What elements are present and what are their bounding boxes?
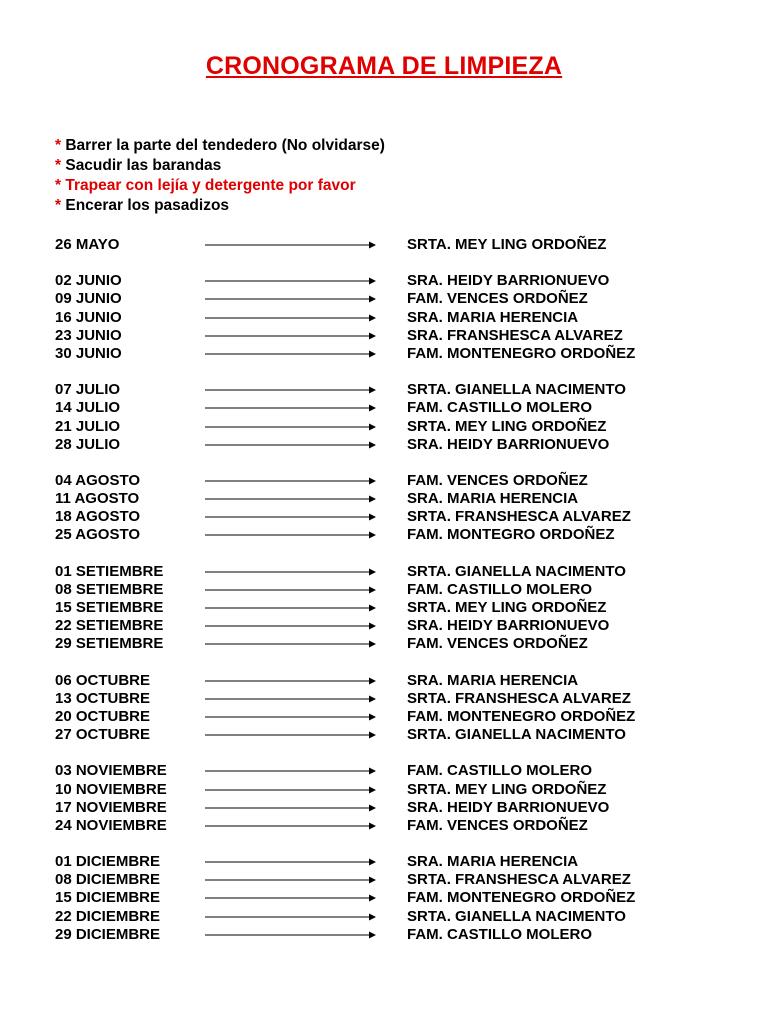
- asterisk-bullet: *: [55, 157, 62, 174]
- right-arrow-icon: [205, 345, 377, 363]
- schedule-row: [55, 563, 695, 581]
- schedule-date: 15 DICIEMBRE: [55, 889, 161, 907]
- schedule-date: 24 NOVIEMBRE: [55, 816, 167, 834]
- schedule-row: [55, 490, 695, 508]
- assignee-name: FAM. MONTENEGRO ORDOÑEZ: [407, 889, 636, 907]
- schedule-date: 04 AGOSTO: [55, 471, 141, 489]
- right-arrow-icon: [205, 708, 377, 726]
- schedule-row: [55, 309, 695, 327]
- schedule-row: [55, 436, 695, 454]
- schedule-date: 20 OCTUBRE: [55, 707, 151, 725]
- assignee-name: SRTA. MEY LING ORDOÑEZ: [407, 780, 607, 798]
- right-arrow-icon: [205, 526, 377, 544]
- right-arrow-icon: [205, 926, 377, 944]
- assignee-name: SRTA. GIANELLA NACIMENTO: [407, 907, 626, 925]
- assignee-name: SRA. MARIA HERENCIA: [407, 308, 579, 326]
- schedule-row: [55, 418, 695, 436]
- schedule-row: [55, 781, 695, 799]
- schedule-row: [55, 762, 695, 780]
- assignee-name: SRTA. GIANELLA NACIMENTO: [407, 726, 626, 744]
- schedule-date: 15 SETIEMBRE: [55, 599, 164, 616]
- right-arrow-icon: [205, 635, 377, 653]
- assignee-name: SRTA. MEY LING ORDOÑEZ: [407, 599, 607, 616]
- assignee-name: SRTA. MEY LING ORDOÑEZ: [407, 417, 607, 435]
- right-arrow-icon: [205, 889, 377, 907]
- schedule-date: 08 DICIEMBRE: [55, 871, 161, 889]
- schedule-row: [55, 472, 695, 490]
- assignee-name: SRA. MARIA HERENCIA: [407, 490, 579, 508]
- month-group: [55, 381, 695, 454]
- task-item: [55, 136, 385, 156]
- schedule-date: 01 SETIEMBRE: [55, 562, 164, 580]
- schedule-row: [55, 381, 695, 399]
- assignee-name: FAM. CASTILLO MOLERO: [407, 925, 592, 943]
- schedule-date: 21 JULIO: [55, 417, 121, 435]
- right-arrow-icon: [205, 690, 377, 708]
- right-arrow-icon: [205, 472, 377, 490]
- task-item: [55, 176, 385, 196]
- month-group: [55, 563, 695, 654]
- schedule-row: [55, 853, 695, 871]
- right-arrow-icon: [205, 871, 377, 889]
- month-group: [55, 236, 695, 254]
- assignee-name: SRA. HEIDY BARRIONUEVO: [407, 617, 610, 635]
- schedule-row: [55, 690, 695, 708]
- right-arrow-icon: [205, 726, 377, 744]
- right-arrow-icon: [205, 853, 377, 871]
- right-arrow-icon: [205, 563, 377, 581]
- right-arrow-icon: [205, 672, 377, 690]
- schedule-row: [55, 617, 695, 635]
- schedule-date: 07 JULIO: [55, 381, 121, 399]
- schedule-date: 13 OCTUBRE: [55, 689, 151, 707]
- assignee-name: FAM. CASTILLO MOLERO: [407, 762, 592, 780]
- assignee-name: FAM. MONTENEGRO ORDOÑEZ: [407, 344, 636, 362]
- schedule-date: 28 JULIO: [55, 435, 121, 453]
- schedule-row: [55, 272, 695, 290]
- month-group: [55, 853, 695, 944]
- assignee-name: FAM. VENCES ORDOÑEZ: [407, 816, 588, 834]
- right-arrow-icon: [205, 236, 377, 254]
- right-arrow-icon: [205, 272, 377, 290]
- schedule-row: [55, 599, 695, 617]
- schedule-row: [55, 799, 695, 817]
- right-arrow-icon: [205, 381, 377, 399]
- assignee-name: SRA. MARIA HERENCIA: [407, 853, 579, 871]
- task-list: [55, 136, 385, 216]
- schedule-date: 22 SETIEMBRE: [55, 617, 164, 635]
- right-arrow-icon: [205, 436, 377, 454]
- assignee-name: FAM. CASTILLO MOLERO: [407, 399, 592, 417]
- schedule-row: [55, 871, 695, 889]
- assignee-name: SRA. MARIA HERENCIA: [407, 671, 579, 689]
- right-arrow-icon: [205, 908, 377, 926]
- right-arrow-icon: [205, 327, 377, 345]
- task-item: [55, 196, 385, 216]
- schedule-date: 02 JUNIO: [55, 272, 122, 290]
- schedule-row: [55, 908, 695, 926]
- asterisk-bullet: *: [55, 197, 62, 214]
- schedule-date: 27 OCTUBRE: [55, 726, 151, 744]
- schedule-date: 29 DICIEMBRE: [55, 925, 161, 943]
- assignee-name: SRA. HEIDY BARRIONUEVO: [407, 798, 610, 816]
- task-text: Encerar los pasadizos: [61, 197, 230, 214]
- schedule-row: [55, 236, 695, 254]
- schedule-date: 01 DICIEMBRE: [55, 853, 161, 871]
- assignee-name: SRTA. FRANSHESCA ALVAREZ: [407, 508, 631, 526]
- assignee-name: SRA. FRANSHESCA ALVAREZ: [407, 326, 623, 344]
- assignee-name: FAM. VENCES ORDOÑEZ: [407, 471, 588, 489]
- right-arrow-icon: [205, 617, 377, 635]
- schedule-row: [55, 889, 695, 907]
- assignee-name: SRTA. GIANELLA NACIMENTO: [407, 381, 626, 399]
- right-arrow-icon: [205, 290, 377, 308]
- month-group: [55, 762, 695, 835]
- schedule-row: [55, 581, 695, 599]
- schedule-row: [55, 726, 695, 744]
- right-arrow-icon: [205, 418, 377, 436]
- right-arrow-icon: [205, 817, 377, 835]
- assignee-name: FAM. VENCES ORDOÑEZ: [407, 635, 588, 653]
- task-item: [55, 156, 385, 176]
- assignee-name: SRTA. FRANSHESCA ALVAREZ: [407, 689, 631, 707]
- schedule-row: [55, 345, 695, 363]
- assignee-name: FAM. CASTILLO MOLERO: [407, 580, 592, 598]
- schedule-date: 18 AGOSTO: [55, 508, 141, 526]
- schedule-row: [55, 926, 695, 944]
- month-group: [55, 272, 695, 363]
- schedule-row: [55, 327, 695, 345]
- right-arrow-icon: [205, 399, 377, 417]
- schedule-date: 30 JUNIO: [55, 344, 122, 362]
- right-arrow-icon: [205, 508, 377, 526]
- right-arrow-icon: [205, 799, 377, 817]
- assignee-name: FAM. MONTENEGRO ORDOÑEZ: [407, 707, 636, 725]
- right-arrow-icon: [205, 581, 377, 599]
- right-arrow-icon: [205, 781, 377, 799]
- schedule-row: [55, 399, 695, 417]
- assignee-name: FAM. MONTEGRO ORDOÑEZ: [407, 526, 615, 544]
- schedule-date: 11 AGOSTO: [55, 490, 140, 508]
- schedule-date: 25 AGOSTO: [55, 526, 141, 544]
- asterisk-bullet: *: [55, 177, 62, 194]
- schedule-row: [55, 635, 695, 653]
- schedule-date: 17 NOVIEMBRE: [55, 798, 167, 816]
- assignee-name: FAM. VENCES ORDOÑEZ: [407, 290, 588, 308]
- right-arrow-icon: [205, 309, 377, 327]
- assignee-name: SRTA. GIANELLA NACIMENTO: [407, 562, 626, 580]
- schedule-date: 22 DICIEMBRE: [55, 907, 161, 925]
- asterisk-bullet: *: [55, 137, 62, 154]
- page-title: CRONOGRAMA DE LIMPIEZA: [205, 52, 563, 80]
- schedule-date: 26 MAYO: [55, 236, 120, 253]
- schedule-row: [55, 290, 695, 308]
- schedule-date: 08 SETIEMBRE: [55, 580, 164, 598]
- schedule-row: [55, 817, 695, 835]
- schedule-row: [55, 508, 695, 526]
- schedule-date: 09 JUNIO: [55, 290, 122, 308]
- assignee-name: SRTA. MEY LING ORDOÑEZ: [407, 236, 607, 253]
- assignee-name: SRA. HEIDY BARRIONUEVO: [407, 435, 610, 453]
- schedule-date: 16 JUNIO: [55, 308, 122, 326]
- right-arrow-icon: [205, 490, 377, 508]
- right-arrow-icon: [205, 599, 377, 617]
- schedule-row: [55, 708, 695, 726]
- schedule-date: 10 NOVIEMBRE: [55, 780, 167, 798]
- task-text: Sacudir las barandas: [61, 157, 222, 174]
- right-arrow-icon: [205, 762, 377, 780]
- schedule-date: 14 JULIO: [55, 399, 121, 417]
- assignee-name: SRA. HEIDY BARRIONUEVO: [407, 272, 610, 290]
- task-text: Barrer la parte del tendedero (No olvidarse): [61, 137, 385, 154]
- schedule-date: 03 NOVIEMBRE: [55, 762, 167, 780]
- schedule-date: 29 SETIEMBRE: [55, 635, 164, 653]
- schedule-row: [55, 526, 695, 544]
- schedule-row: [55, 672, 695, 690]
- schedule-date: 06 OCTUBRE: [55, 671, 151, 689]
- schedule-table: [55, 236, 695, 962]
- month-group: [55, 672, 695, 745]
- task-text: Trapear con lejía y detergente por favor: [61, 177, 356, 194]
- assignee-name: SRTA. FRANSHESCA ALVAREZ: [407, 871, 631, 889]
- month-group: [55, 472, 695, 545]
- schedule-date: 23 JUNIO: [55, 326, 122, 344]
